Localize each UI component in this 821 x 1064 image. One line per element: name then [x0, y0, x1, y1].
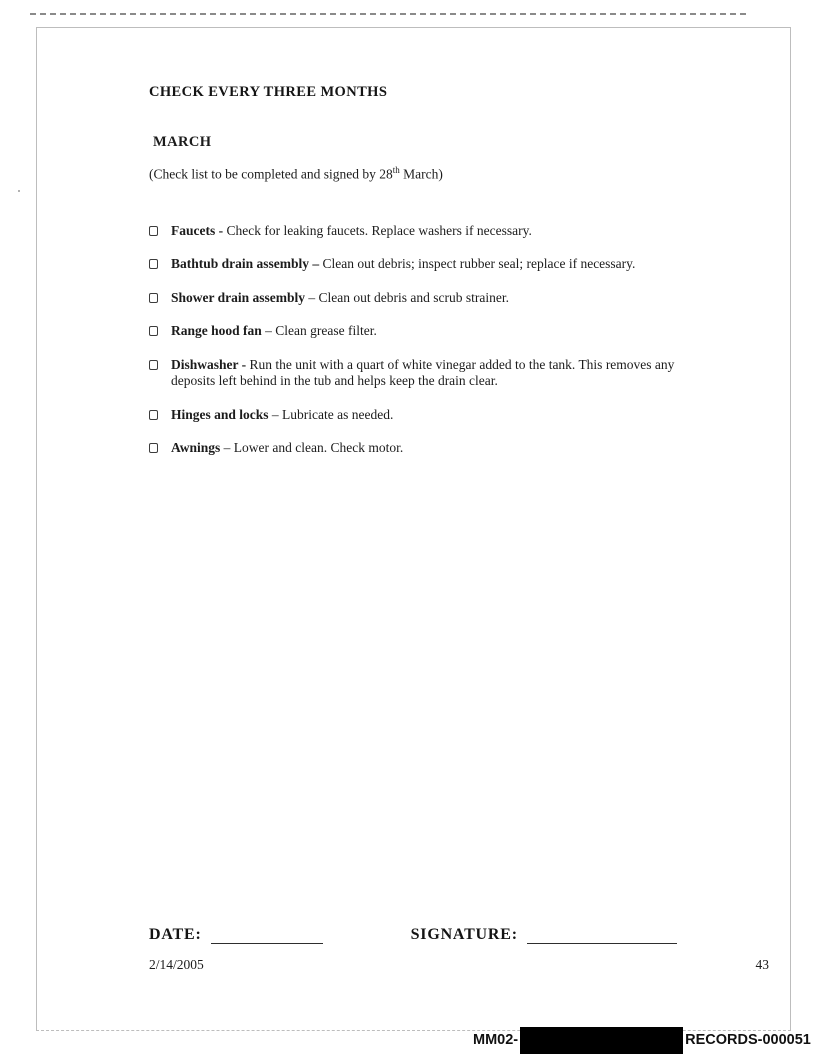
checklist-item-dishwasher	[149, 357, 694, 390]
item-label: Shower drain assembly	[171, 289, 306, 305]
scan-speck	[18, 190, 20, 192]
redaction-box	[520, 1027, 683, 1054]
bates-stamp	[473, 1026, 811, 1054]
stamp-prefix: MM02-	[473, 1032, 519, 1048]
checkbox-icon	[149, 443, 158, 453]
signature-blank-line	[527, 926, 677, 944]
checklist-item-bathtub-drain	[149, 256, 694, 273]
checkbox-icon	[149, 410, 158, 420]
checklist-item-awnings	[149, 440, 694, 457]
item-label: Faucets -	[171, 222, 224, 238]
instruction-superscript: th	[392, 165, 400, 175]
checkbox-icon	[149, 259, 158, 269]
item-desc: – Clean grease filter.	[261, 323, 377, 338]
item-desc: Clean out debris; inspect rubber seal; replace if necessary.	[319, 256, 636, 271]
checkbox-icon	[149, 293, 158, 303]
item-label: Bathtub drain assembly –	[171, 256, 320, 271]
item-desc: – Lower and clean. Check motor.	[220, 440, 404, 455]
item-desc: Check for leaking faucets. Replace washers if necessary.	[223, 222, 532, 238]
instruction-suffix: March)	[399, 166, 443, 182]
scanned-page	[36, 27, 791, 1031]
instruction-line	[149, 165, 694, 183]
footer-date: 2/14/2005	[149, 957, 204, 972]
item-desc: – Clean out debris and scrub strainer.	[305, 289, 509, 305]
month-heading: MARCH	[153, 134, 212, 150]
item-desc: – Lubricate as needed.	[268, 406, 394, 422]
checkbox-icon	[149, 326, 158, 336]
item-label: Hinges and locks	[171, 406, 269, 422]
item-label: Dishwasher -	[171, 356, 247, 372]
instruction-prefix: (Check list to be completed and signed by 28	[149, 166, 393, 182]
checkbox-icon	[149, 360, 158, 370]
stamp-suffix: RECORDS-000051	[685, 1032, 811, 1048]
page-title: CHECK EVERY THREE MONTHS	[149, 84, 388, 100]
page-content	[149, 28, 694, 474]
signoff-row	[149, 926, 677, 944]
signature-label: SIGNATURE:	[410, 926, 518, 943]
date-label: DATE:	[149, 926, 202, 943]
checklist-item-range-hood-fan	[149, 323, 694, 340]
item-desc: Run the unit with a quart of white vinegar added to the tank. This removes any deposits left behind in the tub and helps keep the drain clear.	[171, 356, 675, 388]
page-number: 43	[755, 957, 769, 972]
date-blank-line	[211, 926, 323, 944]
checklist	[149, 223, 694, 457]
scan-edge-dashed-line	[30, 13, 746, 15]
checklist-item-faucets	[149, 223, 694, 240]
item-label: Awnings	[171, 440, 221, 455]
checkbox-icon	[149, 226, 158, 236]
checklist-item-shower-drain	[149, 290, 694, 307]
page-footer	[149, 957, 769, 973]
checklist-item-hinges-and-locks	[149, 407, 694, 424]
item-label: Range hood fan	[171, 323, 262, 338]
